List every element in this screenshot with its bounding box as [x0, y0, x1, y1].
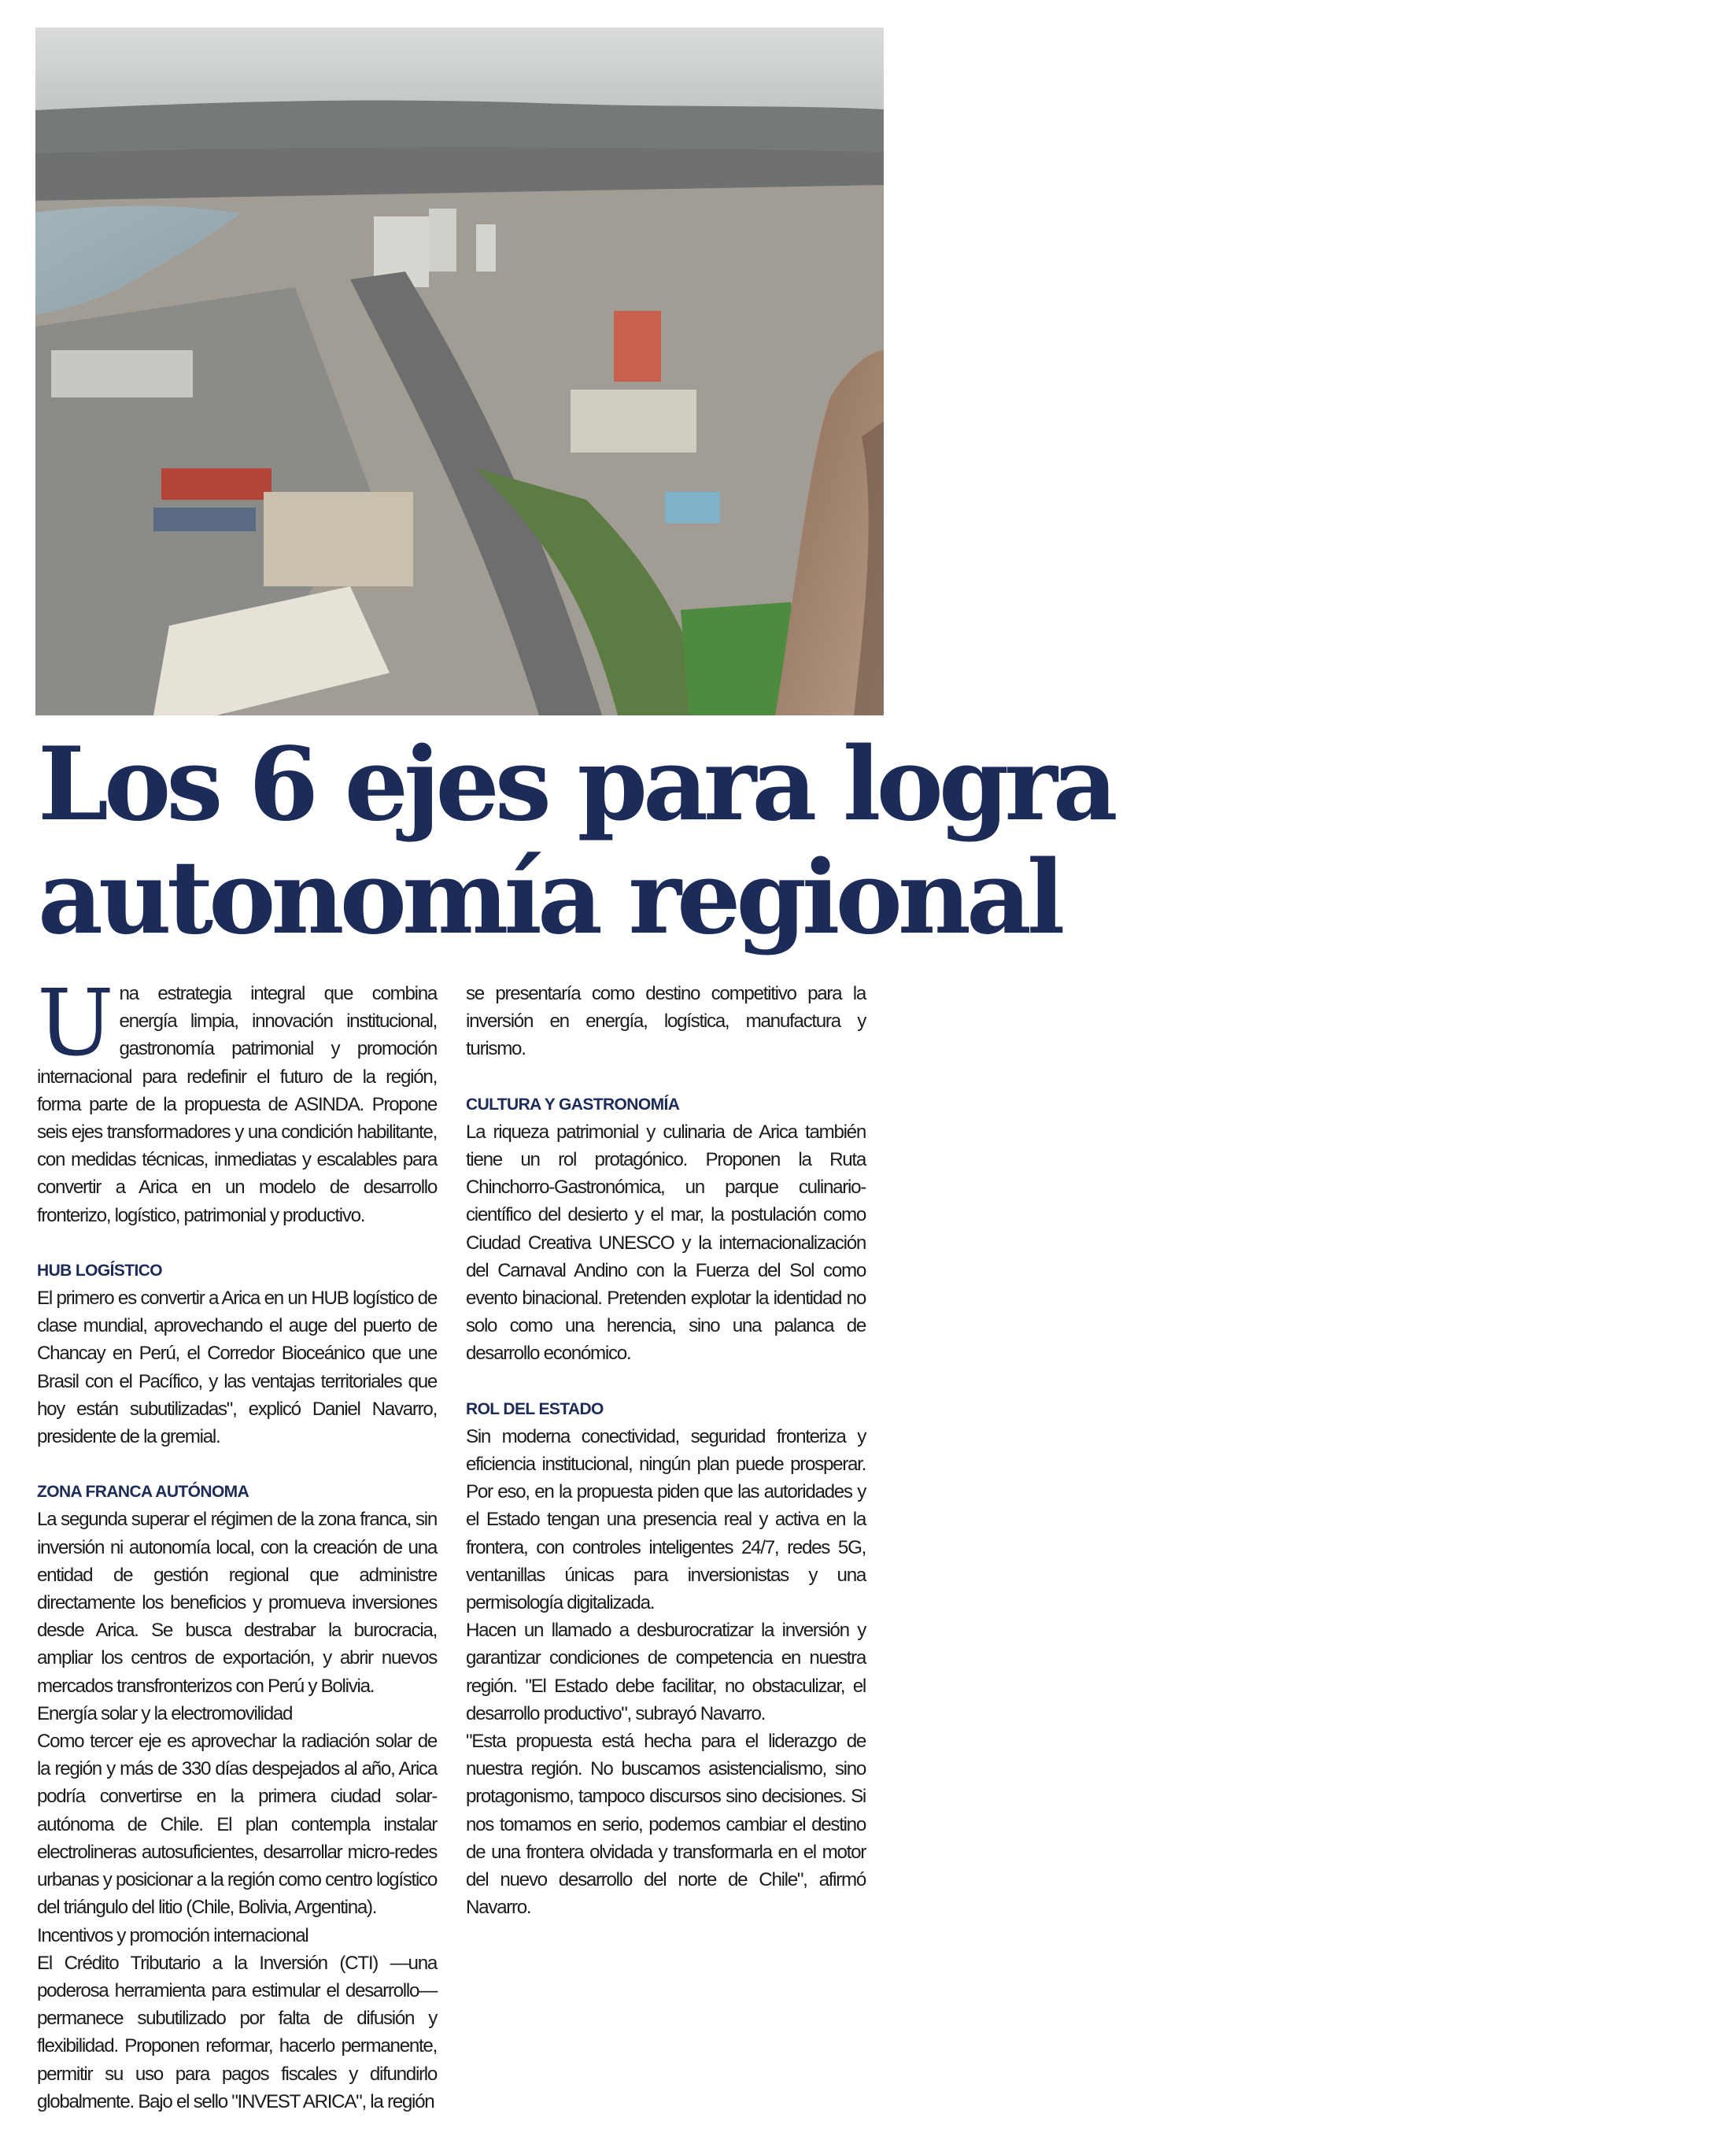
- rol-estado-paragraph-2: Hacen un llamado a desburocratizar la inversión y garantizar condiciones de competencia en nuestra región. "El Estado debe facilitar, no obstaculizar, el desarrollo productivo", subrayó Navarro.: [466, 1620, 866, 1724]
- rol-estado-paragraph-1: Sin moderna conectividad, seguridad fronteriza y eficiencia institucional, ningún plan puede prosperar. Por eso, en la propuesta piden que las autoridades y el Estado tengan una presencia real y activa en la frontera, con controles inteligentes 24/7, redes 5G, ventanillas únicas para inversionistas y una permisología digitalizada.: [466, 1425, 866, 1614]
- incentivos-paragraph-cont: se presentaría como destino competitivo para la inversión en energía, logística, manufactura y turismo.: [466, 983, 866, 1060]
- section-heading-cultura: CULTURA Y GASTRONOMÍA: [466, 1095, 680, 1114]
- zona-franca-paragraph: La segunda superar el régimen de la zona franca, sin inversión ni autonomía local, con la creación de una entidad de gestión regional que administre directamente los beneficios y promueva inversiones desde Arica. Se busca destrabar la burocracia, ampliar los centros de exportación, y abrir nuevos mercados transfronterizos con Perú y Bolivia.: [37, 1509, 437, 1697]
- dropcap: U: [37, 970, 113, 1077]
- intro-paragraph: [37, 970, 437, 1229]
- rol-estado-paragraph-3: "Esta propuesta está hecha para el liderazgo de nuestra región. No buscamos asistencialismo, sino protagonismo, tampoco discursos sino decisiones. Si nos tomamos en serio, podemos cambiar el destino de una frontera olvidada y transformarla en el motor del nuevo desarrollo del norte de Chile", afirmó Navarro.: [466, 1731, 866, 1919]
- section-heading-hub-logistico: HUB LOGÍSTICO: [37, 1261, 163, 1280]
- headline: [38, 728, 1139, 955]
- city-photo-illustration: [35, 28, 884, 715]
- headline-line-1: Los 6 ejes para logra: [38, 726, 1114, 844]
- incentivos-paragraph: El Crédito Tributario a la Inversión (CTI) —una poderosa herramienta para estimular el desarrollo— permanece subutilizado por falta de difusión y flexibilidad. Proponen reformar, hacerlo permanente, permitir su uso para pagos fiscales y difundirlo globalmente. Bajo el sello "INVEST ARICA", la región: [37, 1952, 437, 2112]
- headline-line-2: autonomía regional: [38, 839, 1061, 957]
- cultura-paragraph: La riqueza patrimonial y culinaria de Arica también tiene un rol protagónico. Proponen la Ruta Chinchorro-Gastronómica, un parque culinario-científico del desierto y el mar, la postulación como Ciudad Creativa UNESCO y la internacionalización del Carnaval Andino con la Fuerza del Sol como evento binacional. Pretenden explotar la identidad no solo como una herencia, sino una palanca de desarrollo económico.: [466, 1121, 866, 1365]
- text-column-left: [37, 970, 437, 2116]
- energia-paragraph: Como tercer eje es aprovechar la radiación solar de la región y más de 330 días despejados al año, Arica podría convertirse en la primera ciudad solar-autónoma de Chile. El plan contempla instalar electrolineras autosuficientes, desarrollar micro-redes urbanas y posicionar a la región como centro logístico del triángulo del litio (Chile, Bolivia, Argentina).: [37, 1731, 437, 1919]
- text-column-right: [466, 980, 866, 1922]
- hub-logistico-paragraph: El primero es convertir a Arica en un HUB logístico de clase mundial, aprovechando el auge del puerto de Chancay en Perú, el Corredor Bioceánico que une Brasil con el Pacífico, y las ventajas territoriales que hoy están subutilizadas", explicó Daniel Navarro, presidente de la gremial.: [37, 1288, 437, 1448]
- section-heading-zona-franca: ZONA FRANCA AUTÓNOMA: [37, 1483, 249, 1502]
- intro-text: na estrategia integral que combina energía limpia, innovación institucional, gastronomía patrimonial y promoción internacional para redefinir el futuro de la región, forma parte de la propuesta de ASINDA. Propone seis ejes transformadores y una condición habilitante, con medidas técnicas, inmediatas y escalables para convertir a Arica en un modelo de desarrollo fronterizo, logístico, patrimonial y productivo.: [37, 983, 437, 1226]
- incentivos-subheading: Incentivos y promoción internacional: [37, 1924, 308, 1946]
- section-heading-rol-estado: ROL DEL ESTADO: [466, 1399, 604, 1418]
- city-photo: [35, 28, 884, 715]
- energia-subheading: Energía solar y la electromovilidad: [37, 1702, 293, 1724]
